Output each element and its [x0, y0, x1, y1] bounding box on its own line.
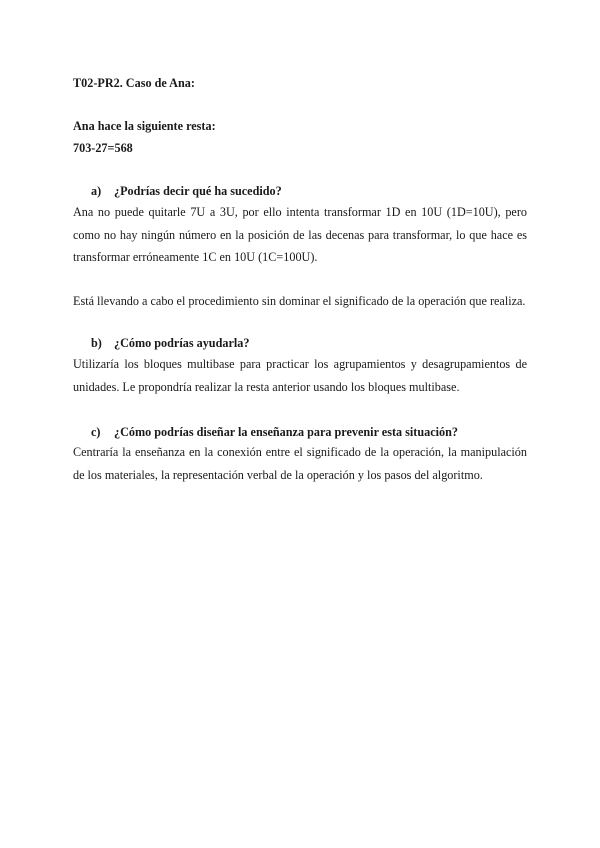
section-b-heading	[91, 332, 531, 354]
section-c-heading	[91, 421, 531, 443]
document-title: T02-PR2. Caso de Ana:	[73, 76, 195, 90]
section-c-paragraph-1: Centraría la enseñanza en la conexión entre el significado de la operación, la manipulación de los materiales, la representación verbal de la operación y los pasos del algoritmo.	[73, 445, 527, 482]
section-a-heading	[91, 180, 531, 202]
intro-line: Ana hace la siguiente resta:	[73, 119, 216, 133]
section-c-label: c)	[91, 425, 101, 439]
section-a-paragraph-2: Está llevando a cabo el procedimiento sin dominar el significado de la operación que realiza.	[73, 294, 526, 308]
section-c-question: ¿Cómo podrías diseñar la enseñanza para prevenir esta situación?	[114, 425, 458, 439]
section-b-paragraph-1: Utilizaría los bloques multibase para practicar los agrupamientos y desagrupamientos de unidades. Le propondría realizar la resta anterior usando los bloques multibase.	[73, 357, 527, 394]
section-b-label: b)	[91, 336, 102, 350]
section-a-label: a)	[91, 184, 102, 198]
section-a-paragraph-1: Ana no puede quitarle 7U a 3U, por ello intenta transformar 1D en 10U (1D=10U), pero como no hay ningún número en la posición de las decenas para transformar, lo que hace es transformar erróneamente 1C en 10U (1C=100U).	[73, 205, 527, 264]
section-b-question: ¿Cómo podrías ayudarla?	[114, 336, 250, 350]
operation-text: 703-27=568	[73, 141, 133, 155]
section-a-question: ¿Podrías decir qué ha sucedido?	[114, 184, 282, 198]
